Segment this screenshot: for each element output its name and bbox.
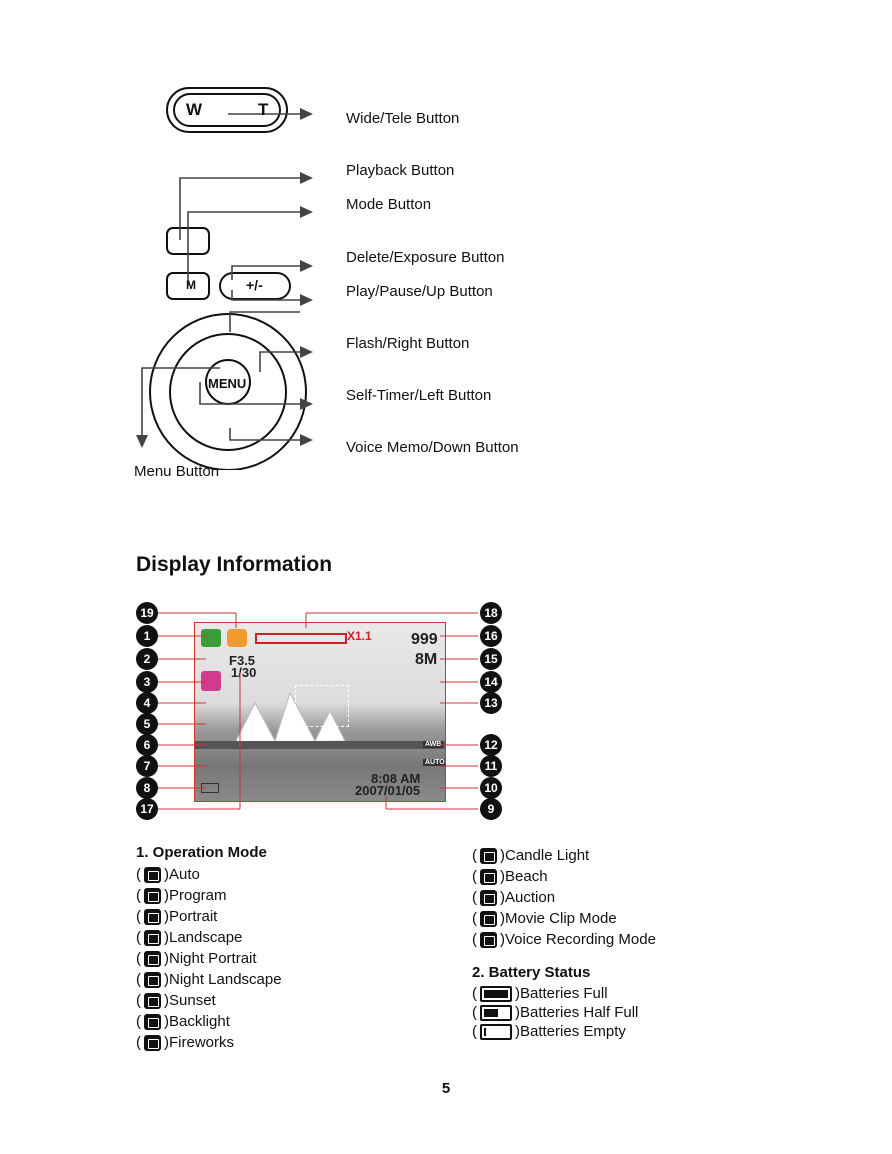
zoom-t-label: T: [258, 100, 269, 119]
callout-13: 13: [480, 692, 502, 714]
sunset-icon: [144, 993, 161, 1009]
program-icon: [144, 888, 161, 904]
auto-icon: [144, 867, 161, 883]
list-item: ( ) Landscape: [136, 929, 243, 946]
callout-17: 17: [136, 798, 158, 820]
list-item: ( ) Night Portrait: [136, 950, 257, 967]
callout-3: 3: [136, 671, 158, 693]
callout-12: 12: [480, 734, 502, 756]
backlight-icon: [144, 1014, 161, 1030]
label-mode: Mode Button: [346, 196, 432, 213]
operation-mode-list: [136, 842, 282, 1053]
label-playback: Playback Button: [346, 162, 455, 179]
list-item: ( ) Voice Recording Mode: [472, 931, 656, 948]
label-delete-exposure: Delete/Exposure Button: [346, 249, 505, 266]
callout-14: 14: [480, 671, 502, 693]
landscape-icon: [144, 930, 161, 946]
candle-light-icon: [480, 848, 497, 864]
list-item: ( ) Backlight: [136, 1013, 230, 1030]
date: 2007/01/05: [355, 783, 421, 798]
callout-4: 4: [136, 692, 158, 714]
beach-icon: [480, 869, 497, 885]
mode-m-label: M: [186, 278, 196, 292]
page-number: 5: [441, 1080, 451, 1097]
label-voice-memo-down: Voice Memo/Down Button: [346, 439, 519, 456]
night-portrait-icon: [144, 951, 161, 967]
list-item: ( ) Sunset: [136, 992, 216, 1009]
callout-11: 11: [480, 755, 502, 777]
movie-clip-icon: [480, 911, 497, 927]
exposure-label: +/-: [246, 277, 263, 293]
list-item: ( ) Auto: [136, 866, 200, 883]
list-item: ( ) Beach: [472, 868, 548, 885]
label-flash-right: Flash/Right Button: [346, 335, 470, 352]
voice-recording-icon: [480, 932, 497, 948]
operation-mode-list-right: [472, 845, 656, 950]
menu-center-label: MENU: [208, 376, 247, 391]
zoom-w-label: W: [186, 100, 203, 119]
list-item: ( ) Night Landscape: [136, 971, 282, 988]
callout-1: 1: [136, 625, 158, 647]
list-item: ( ) Batteries Empty: [472, 1023, 626, 1040]
label-self-timer-left: Self-Timer/Left Button: [346, 387, 492, 404]
callout-19: 19: [136, 602, 158, 624]
list-item: ( ) Movie Clip Mode: [472, 910, 617, 927]
callout-18: 18: [480, 602, 502, 624]
night-landscape-icon: [144, 972, 161, 988]
label-menu: Menu Button: [134, 463, 220, 480]
callout-9: 9: [480, 798, 502, 820]
list-item: ( ) Program: [136, 887, 227, 904]
battery-half-icon: [480, 1005, 512, 1021]
list-item: ( ) Fireworks: [136, 1034, 235, 1051]
callout-10: 10: [480, 777, 502, 799]
wb-icon: AWB: [425, 741, 442, 748]
label-wide-tele: Wide/Tele Button: [346, 110, 460, 127]
battery-full-icon: [480, 986, 512, 1002]
fireworks-icon: [144, 1035, 161, 1051]
operation-mode-title: 1. Operation Mode: [136, 844, 267, 861]
callout-5: 5: [136, 713, 158, 735]
callout-7: 7: [136, 755, 158, 777]
callout-8: 8: [136, 777, 158, 799]
portrait-icon: [144, 909, 161, 925]
list-item: ( ) Batteries Full: [472, 985, 608, 1002]
battery-status-list: [472, 962, 638, 1041]
callout-6: 6: [136, 734, 158, 756]
section-title: Display Information: [136, 553, 333, 576]
callout-2: 2: [136, 648, 158, 670]
resolution: 8M: [415, 651, 438, 668]
battery-empty-icon: [480, 1024, 512, 1040]
callout-16: 16: [480, 625, 502, 647]
list-item: ( ) Portrait: [136, 908, 218, 925]
button-diagram: [120, 80, 340, 470]
list-item: ( ) Batteries Half Full: [472, 1004, 639, 1021]
list-item: ( ) Auction: [472, 889, 556, 906]
shutter: 1/30: [231, 665, 257, 680]
callout-lines: [0, 600, 892, 830]
callout-15: 15: [480, 648, 502, 670]
time: 8:08 AM: [371, 771, 421, 786]
iso-icon: AUTO: [425, 759, 445, 766]
label-play-pause-up: Play/Pause/Up Button: [346, 283, 493, 300]
zoom-readout: X1.1: [347, 629, 372, 643]
shots-remaining: 999: [411, 631, 438, 648]
auction-icon: [480, 890, 497, 906]
aperture: F3.5: [229, 653, 256, 668]
list-item: ( ) Candle Light: [472, 847, 590, 864]
battery-status-title: 2. Battery Status: [472, 964, 591, 981]
